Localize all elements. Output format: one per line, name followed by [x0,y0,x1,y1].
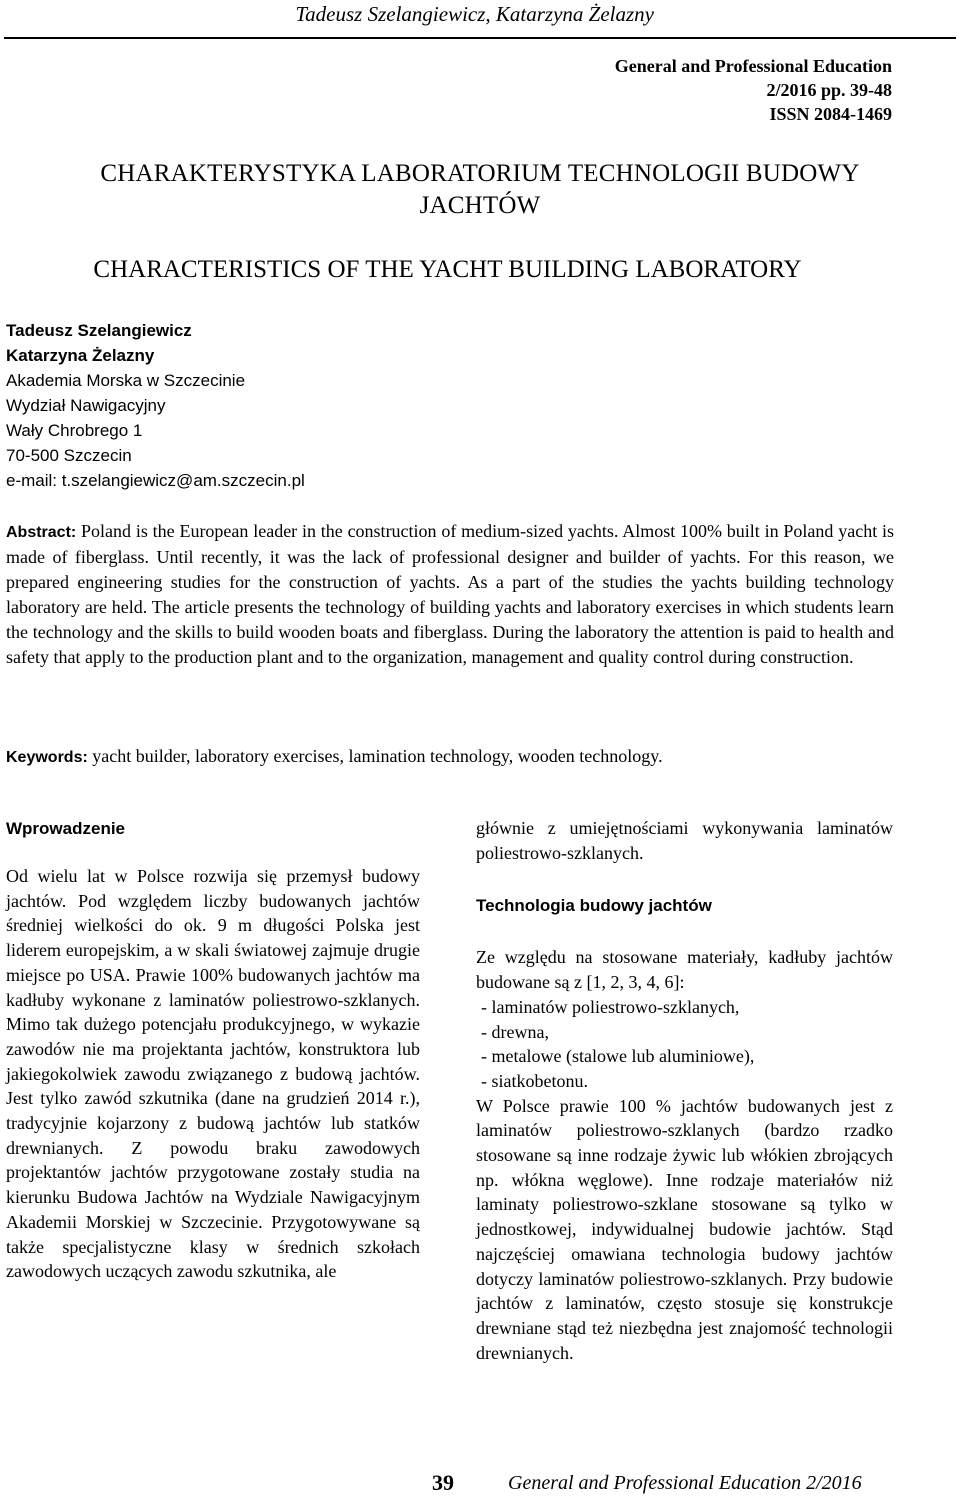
running-head-authors: Tadeusz Szelangiewicz, Katarzyna Żelazny [295,2,654,26]
page-footer [0,1470,960,1502]
journal-name: General and Professional Education [614,56,892,76]
keywords [6,744,894,770]
header-rule [4,37,956,39]
author-name: Katarzyna Żelazny [6,346,155,365]
materials-list [476,995,893,1094]
abstract-label: Abstract: [6,524,77,541]
running-head [0,0,960,40]
list-item: - laminatów poliestrowo-szklanych, [481,996,740,1017]
author-block [6,318,305,493]
title-polish [0,158,960,222]
title-polish-line-2: JACHTÓW [419,192,541,219]
affiliation-city: 70-500 Szczecin [6,446,132,465]
affiliation-faculty: Wydział Nawigacyjny [6,396,166,415]
abstract-text: Poland is the European leader in the construction of medium-sized yachts. Almost 100% built in Poland yacht is made of fiberglass. Until recently, it was the lack of professional designer and builder of yachts. For this reason, we prepared engineering studies for the construction of yachts. As a part of the studies the yachts building technology laboratory are held. The article presents the technology of building yachts and laboratory exercises in which students learn the technology and the skills to build wooden boats and fiberglass. During the laboratory the attention is paid to health and safety that apply to the production plant and to the organization, management and quality control during construction. [6,521,894,667]
page-number: 39 [432,1470,454,1495]
keywords-text: yacht builder, laboratory exercises, lamination technology, wooden technology. [92,746,663,766]
materials-intro: Ze względu na stosowane materiały, kadłuby jachtów budowane są z [1, 2, 3, 4, 6]: [476,947,893,993]
section-heading-technology: Technologia budowy jachtów [476,896,712,916]
journal-issn: ISSN 2084-1469 [769,104,892,124]
footer-journal: General and Professional Education 2/2016 [508,1472,862,1494]
keywords-label: Keywords: [6,749,88,766]
technology-paragraph: W Polsce prawie 100 % jachtów budowanych jest z laminatów poliestrowo-szklanych (bardzo rzadko stosowane są inne rodzaje żywic lub włókien zbrojących np. włókna węglowe). Inne rodzaje materiałów niż laminaty poliestrowo-szklane stosowane są tylko w jednostkowej, indywidualnej budowie jachtów. Stąd najczęściej omawiana technologia budowy jachtów dotyczy laminatów poliestrowo-szklanych. Przy budowie jachtów z laminatów, często stosuje się konstrukcje drewniane stąd też niezbędna jest znajomość technologii drewnianych. [476,1095,893,1363]
journal-info [615,54,892,126]
right-column [476,816,893,1365]
section-heading-introduction: Wprowadzenie [6,819,126,838]
author-email: e-mail: t.szelangiewicz@am.szczecin.pl [6,471,305,490]
affiliation-street: Wały Chrobrego 1 [6,421,143,440]
journal-issue: 2/2016 pp. 39-48 [766,80,892,100]
author-name: Tadeusz Szelangiewicz [6,321,192,340]
affiliation-institution: Akademia Morska w Szczecinie [6,371,246,390]
introduction-paragraph: Od wielu lat w Polsce rozwija się przemysł budowy jachtów. Pod względem liczby budowanych jachtów średniej wielkości do ok. 9 m długości Polska jest liderem europejskim, a w skali światowej zajmuje drugie miejsce po USA. Prawie 100% budowanych jachtów ma kadłuby wykonane z laminatów poliestrowo-szklanych. Mimo tak dużego potencjału produkcyjnego, w wykazie zawodów nie ma projektanta jachtów, konstruktora lub jakiegokolwiek zawodu związanego z budową jachtów. Jest tylko zawód szkutnika (dane na grudzień 2014 r.), tradycyjnie kojarzony z budową jachtów lub statków drewnianych. Z powodu braku zawodowych projektantów jachtów przygotowane zostały studia na kierunku Budowa Jachtów na Wydziale Nawigacyjnym Akademii Morskiej w Szczecinie. Przygotowywane są także specjalistyczne klasy w średnich szkołach zawodowych uczących zawodu szkutnika, ale [6,866,420,1282]
left-column [6,816,420,1284]
list-item: - drewna, [481,1021,549,1042]
continued-paragraph: głównie z umiejętnościami wykonywania laminatów poliestrowo-szklanych. [476,818,893,863]
list-item: - metalowe (stalowe lub aluminiowe), [481,1046,755,1067]
abstract [6,519,894,670]
list-item: - siatkobetonu. [481,1070,588,1091]
title-polish-line-1: CHARAKTERYSTYKA LABORATORIUM TECHNOLOGII BUDOWY [100,160,860,187]
title-english: CHARACTERISTICS OF THE YACHT BUILDING LABORATORY [93,256,802,283]
